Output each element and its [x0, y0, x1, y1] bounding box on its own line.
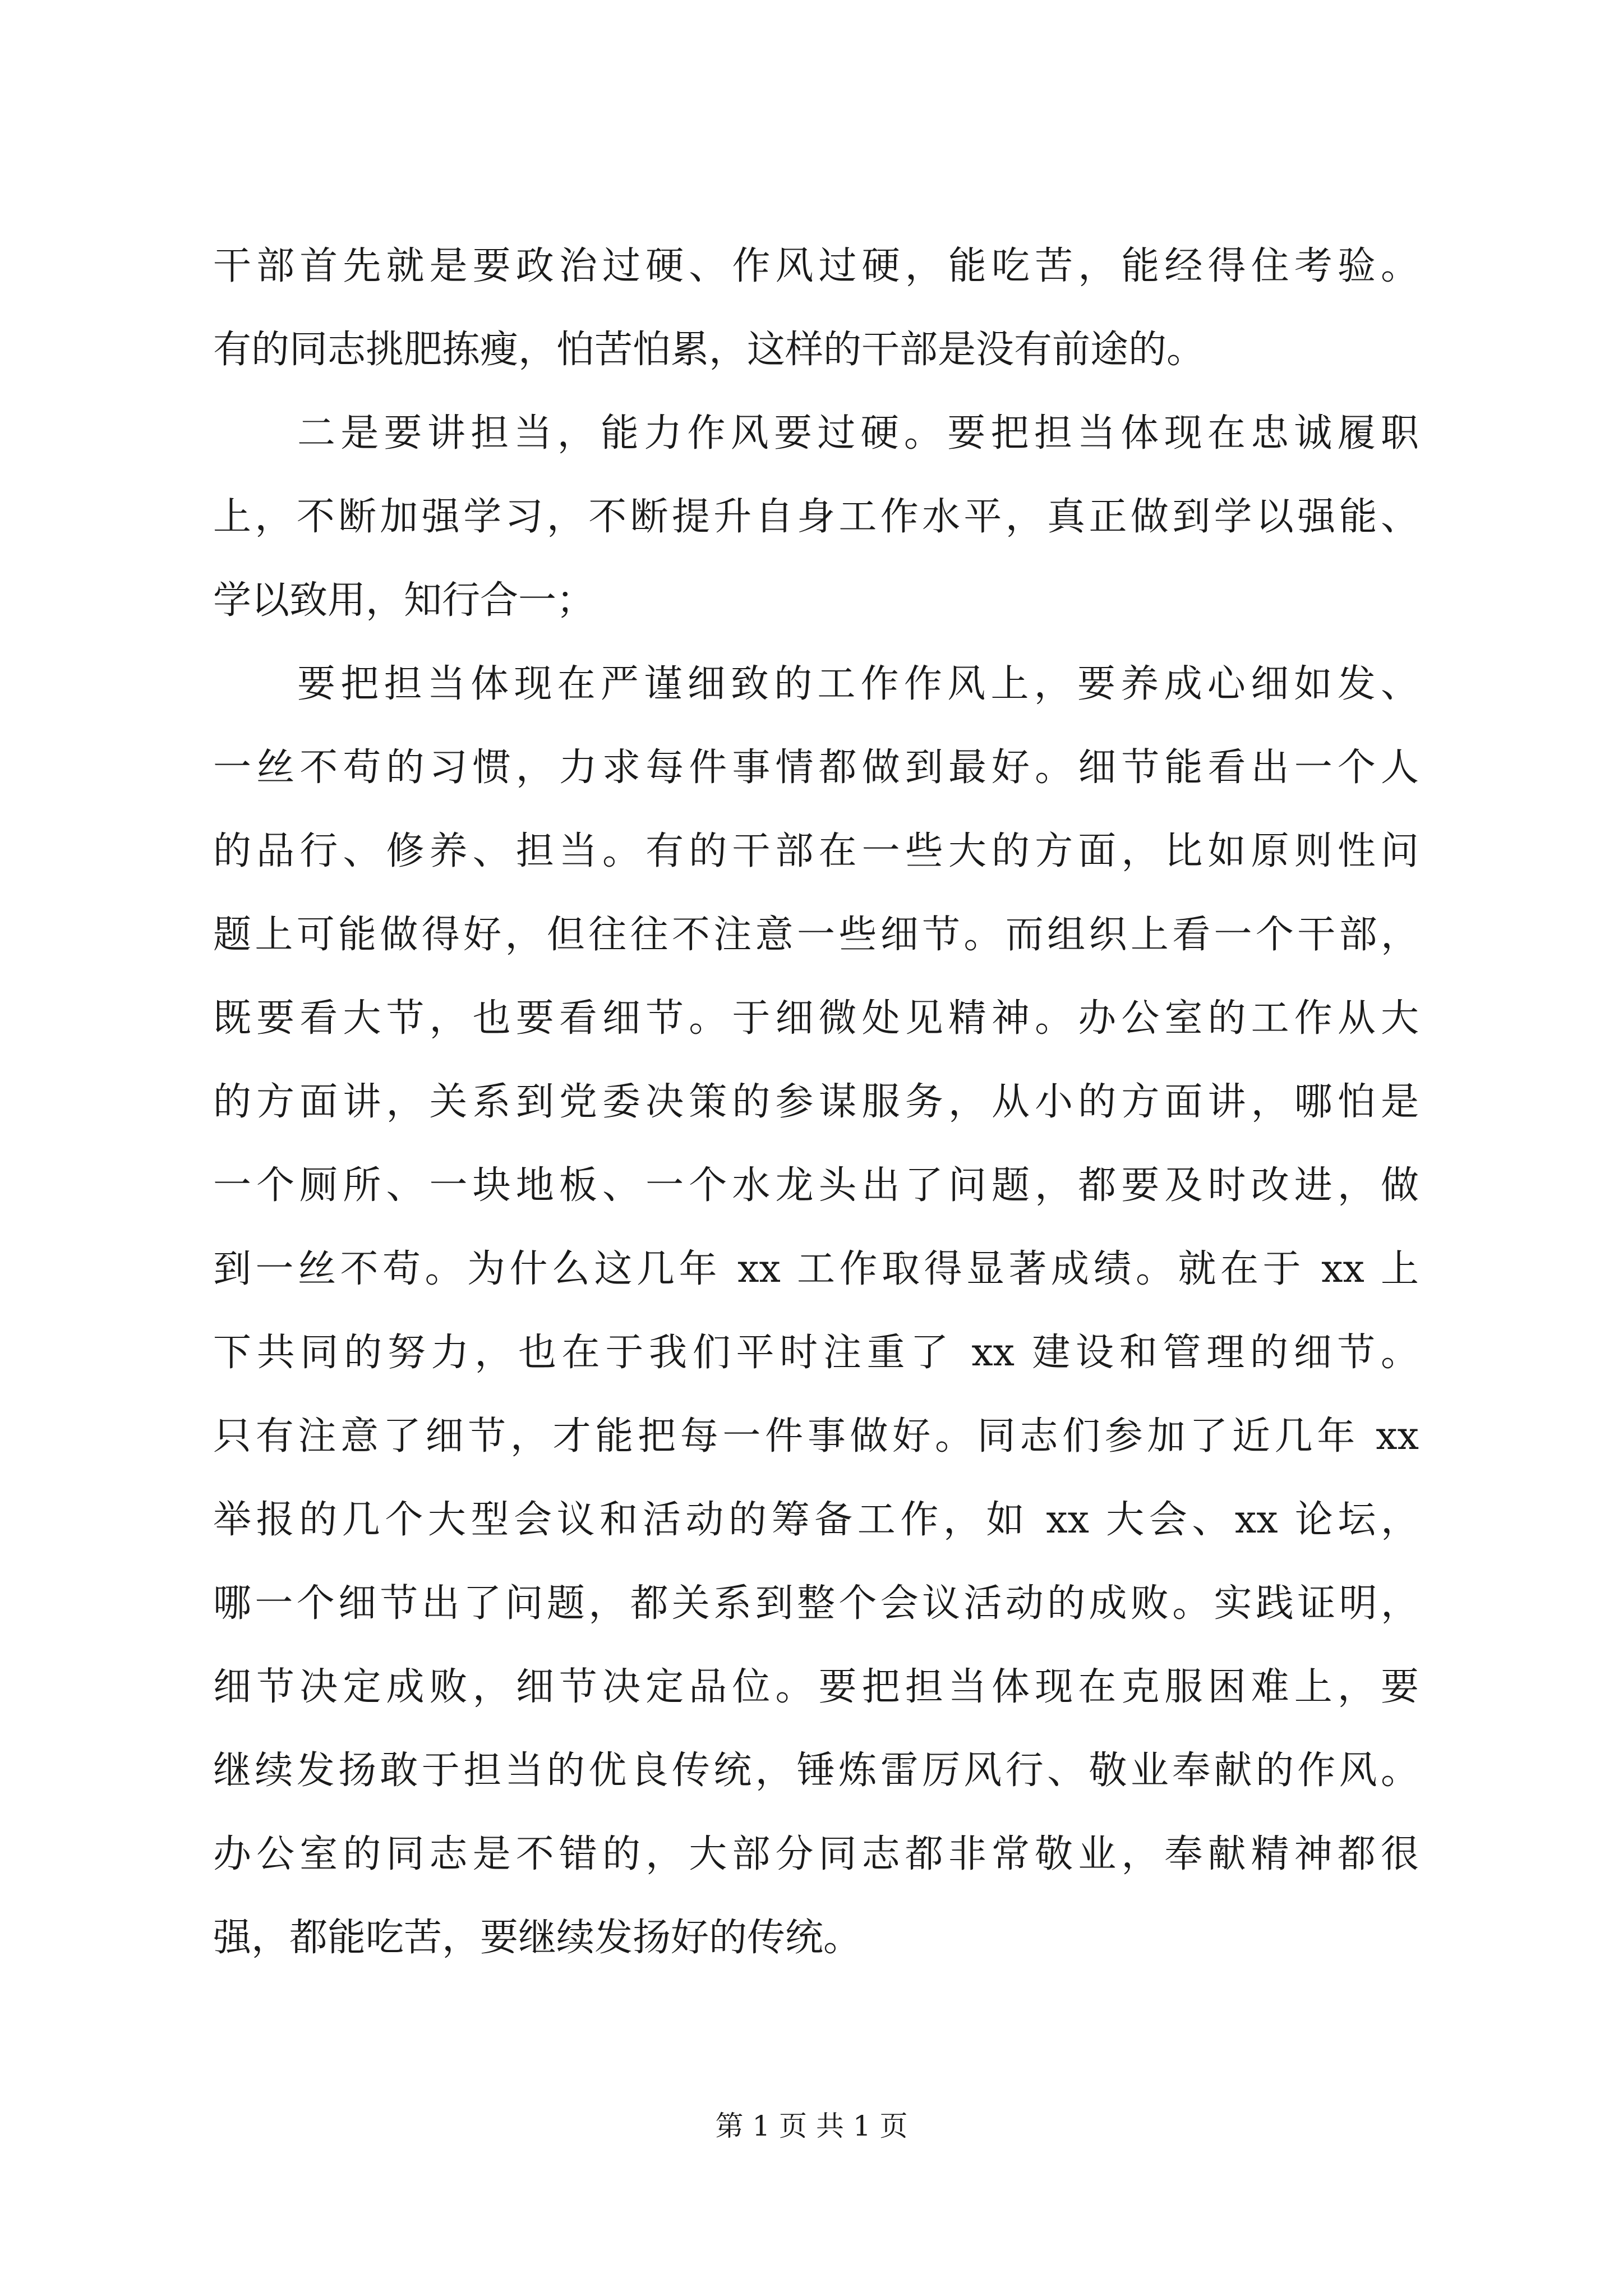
text-line: 一丝不苟的习惯，力求每件事情都做到最好。细节能看出一个人: [213, 746, 1419, 790]
text-line: 哪一个细节出了问题，都关系到整个会议活动的成败。实践证明，: [213, 1581, 1419, 1626]
text-line: 办公室的同志是不错的，大部分同志都非常敬业，奉献精神都很: [213, 1832, 1419, 1876]
page-footer: 第 1 页 共 1 页: [715, 2110, 908, 2142]
text-line: 题上可能做得好，但往往不注意一些细节。而组织上看一个干部，: [213, 913, 1419, 957]
text-line: 的方面讲，关系到党委决策的参谋服务，从小的方面讲，哪怕是: [213, 1080, 1419, 1124]
text-line: 上，不断加强学习，不断提升自身工作水平，真正做到学以强能、: [213, 495, 1419, 539]
text-line: 举报的几个大型会议和活动的筹备工作，如 xx 大会、xx 论坛，: [213, 1498, 1419, 1542]
text-line: 既要看大节，也要看细节。于细微处见精神。办公室的工作从大: [213, 996, 1419, 1041]
text-line: 继续发扬敢于担当的优良传统，锤炼雷厉风行、敬业奉献的作风。: [213, 1749, 1419, 1793]
text-line: 细节决定成败，细节决定品位。要把担当体现在克服困难上，要: [213, 1665, 1419, 1709]
text-line: 干部首先就是要政治过硬、作风过硬，能吃苦，能经得住考验。: [213, 244, 1419, 288]
text-line: 强，都能吃苦，要继续发扬好的传统。: [213, 1916, 862, 1960]
text-line: 要把担当体现在严谨细致的工作作风上，要养成心细如发、: [297, 662, 1419, 706]
text-line: 的品行、修养、担当。有的干部在一些大的方面，比如原则性问: [213, 829, 1419, 873]
document-body: [213, 224, 1419, 1980]
text-line: 下共同的努力，也在于我们平时注重了 xx 建设和管理的细节。: [213, 1331, 1419, 1375]
text-line: 一个厕所、一块地板、一个水龙头出了问题，都要及时改进，做: [213, 1163, 1419, 1208]
text-line: 二是要讲担当，能力作风要过硬。要把担当体现在忠诚履职: [297, 411, 1419, 455]
text-line: 学以致用，知行合一；: [213, 578, 595, 623]
text-line: 有的同志挑肥拣瘦，怕苦怕累，这样的干部是没有前途的。: [213, 328, 1205, 372]
text-line: 只有注意了细节，才能把每一件事做好。同志们参加了近几年 xx: [213, 1414, 1419, 1458]
text-line: 到一丝不苟。为什么这几年 xx 工作取得显著成绩。就在于 xx 上: [213, 1247, 1419, 1291]
